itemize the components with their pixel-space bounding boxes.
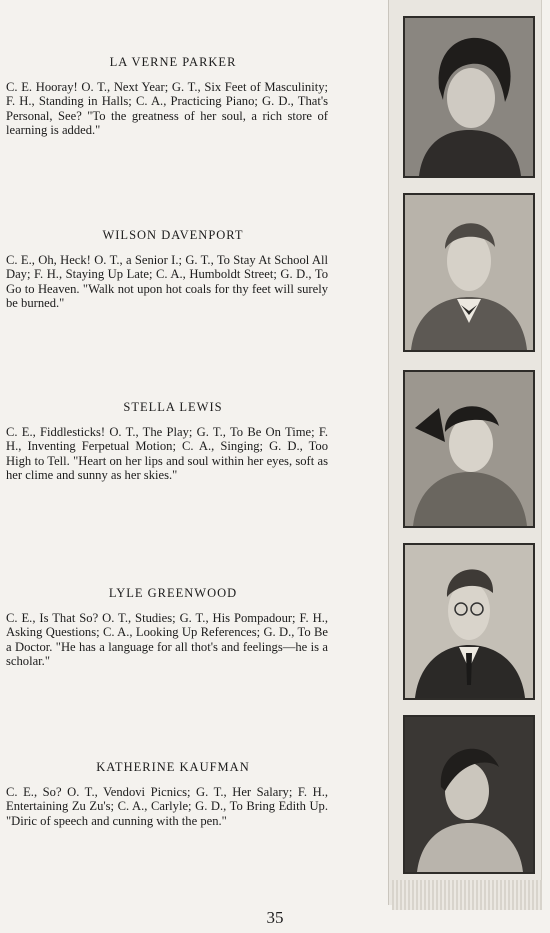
student-name: LA VERNE PARKER <box>109 55 237 69</box>
student-name: KATHERINE KAUFMAN <box>96 760 250 774</box>
portrait-photo-1 <box>403 16 535 178</box>
student-bio: C. E., Is That So? O. T., Studies; G. T., His Pompadour; F. H., Asking Questions; C. A., Looking Up References; G. D., To Be a Doctor. "He has a language for all thot's and feelings—he is a scholar." <box>6 611 328 669</box>
entry-la-verne-parker <box>0 55 340 138</box>
student-name: STELLA LEWIS <box>123 400 223 414</box>
entry-lyle-greenwood <box>0 586 340 669</box>
portrait-photo-4 <box>403 543 535 700</box>
student-bio: C. E., So? O. T., Vendovi Picnics; G. T., Her Salary; F. H., Entertaining Zu Zu's; C. A., Carlyle; G. D., To Bring Edith Up. "Diric of speech and cunning with the pen." <box>6 785 328 828</box>
student-name: WILSON DAVENPORT <box>102 228 244 242</box>
student-bio: C. E., Fiddlesticks! O. T., The Play; G. T., To Be On Time; F. H., Inventing Ferpetual Motion; C. A., Singing; G. D., Too High to Tell. "Heart on her lips and soul within her eyes, soft as her clime and sunny as her skies." <box>6 425 328 483</box>
entry-katherine-kaufman <box>0 760 340 828</box>
portrait-photo-3 <box>403 370 535 528</box>
portrait-photo-5 <box>403 715 535 874</box>
student-bio: C. E., Oh, Heck! O. T., a Senior I.; G. T., To Stay At School All Day; F. H., Staying Up Late; C. A., Humboldt Street; G. D., To Go to Heaven. "Walk not upon hot coals for thy feet will surely be burned." <box>6 253 328 311</box>
portrait-photo-2 <box>403 193 535 352</box>
strip-fringe <box>392 880 542 910</box>
student-name: LYLE GREENWOOD <box>108 586 238 600</box>
entry-wilson-davenport <box>0 228 340 311</box>
entry-stella-lewis <box>0 400 340 483</box>
page-number: 35 <box>266 908 284 927</box>
student-bio: C. E. Hooray! O. T., Next Year; G. T., Six Feet of Masculinity; F. H., Standing in Halls; C. A., Practicing Piano; G. D., That's Personal, See? "To the greatness of her soul, a rich store of learning is added." <box>6 80 328 138</box>
